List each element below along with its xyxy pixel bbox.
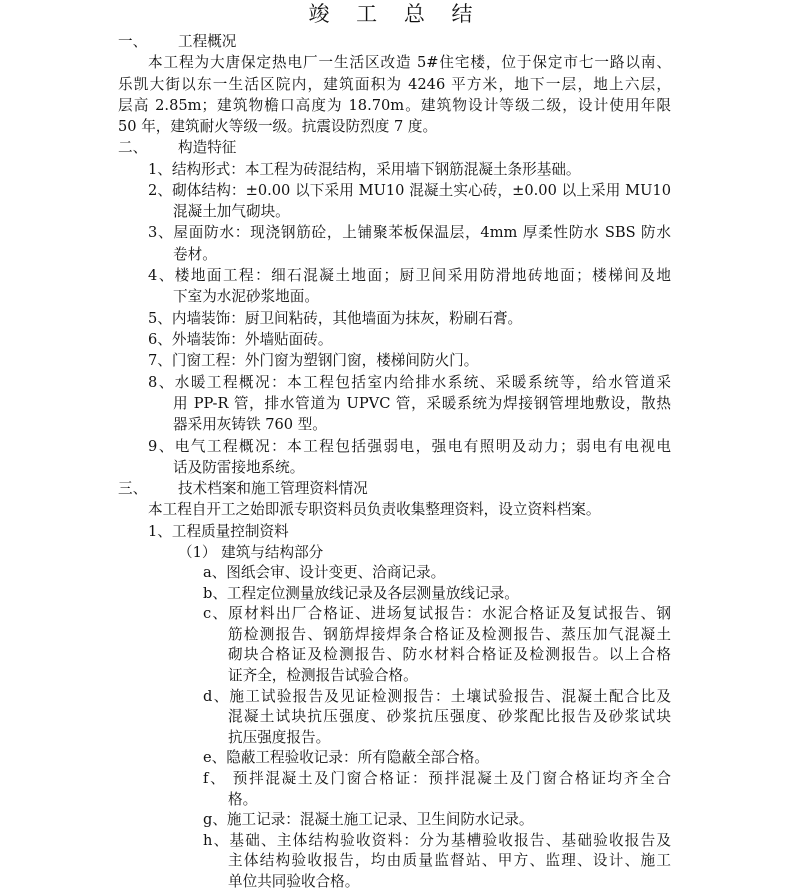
list-item: b、工程定位测量放线记录及各层测量放线记录。 xyxy=(203,585,519,602)
list-item: 4、楼地面工程：细石混凝土地面；厨卫间采用防滑地砖地面；楼梯间及地 xyxy=(148,267,671,284)
list-item: 1、结构形式：本工程为砖混结构，采用墙下钢筋混凝土条形基础。 xyxy=(148,161,581,178)
list-item: d、施工试验报告及见证检测报告：土壤试验报告、混凝土配合比及 xyxy=(203,688,671,705)
list-item: 9、电气工程概况：本工程包括强弱电，强电有照明及动力；弱电有电视电 xyxy=(148,438,671,455)
list-item: 7、门窗工程：外门窗为塑钢门窗，楼梯间防火门。 xyxy=(148,352,479,369)
list-item: 混凝土加气砌块。 xyxy=(173,203,290,220)
list-item: h、基础、主体结构验收资料：分为基槽验收报告、基础验收报告及 xyxy=(203,832,671,849)
subsection-heading: （1） 建筑与结构部分 xyxy=(178,544,324,561)
list-item: 抗压强度报告。 xyxy=(228,729,331,746)
paragraph-line: 层高 2.85m；建筑物檐口高度为 18.70m。建筑物设计等级二级，设计使用年限 xyxy=(118,97,671,114)
paragraph-line: 乐凯大街以东一生活区院内，建筑面积为 4246 平方米，地下一层，地上六层， xyxy=(118,76,671,93)
list-item: 格。 xyxy=(228,791,258,808)
paragraph-line: 50 年，建筑耐火等级一级。抗震设防烈度 7 度。 xyxy=(118,118,438,135)
list-item: 器采用灰铸铁 760 型。 xyxy=(173,416,327,433)
list-item: 5、内墙装饰：厨卫间粘砖，其他墙面为抹灰，粉刷石膏。 xyxy=(148,310,523,327)
section-2-number: 二、 xyxy=(118,139,148,156)
subsection-heading: 1、工程质量控制资料 xyxy=(148,523,289,540)
list-item: 单位共同验收合格。 xyxy=(228,873,360,890)
list-item: 话及防雷接地系统。 xyxy=(173,459,305,476)
list-item: c、原材料出厂合格证、进场复试报告：水泥合格证及复试报告、钢 xyxy=(203,605,671,622)
list-item: 混凝土试块抗压强度、砂浆抗压强度、砂浆配比报告及砂浆试块 xyxy=(228,708,671,725)
section-1-heading xyxy=(118,32,236,52)
section-2-title: 构造特征 xyxy=(178,139,237,156)
list-item: g、施工记录：混凝土施工记录、卫生间防水记录。 xyxy=(203,811,534,828)
section-3-number: 三、 xyxy=(118,480,148,497)
list-item: 用 PP-R 管，排水管道为 UPVC 管，采暖系统为焊接钢管埋地敷设，散热 xyxy=(173,395,671,412)
list-item: e、隐蔽工程验收记录：所有隐蔽全部合格。 xyxy=(203,749,489,766)
list-item: 主体结构验收报告，均由质量监督站、甲方、监理、设计、施工 xyxy=(228,852,671,869)
list-item: 证齐全，检测报告试验合格。 xyxy=(228,667,418,684)
list-item: 下室为水泥砂浆地面。 xyxy=(173,288,319,305)
section-3-heading xyxy=(118,479,368,499)
list-item: 2、砌体结构：±0.00 以下采用 MU10 混凝土实心砖，±0.00 以上采用 MU10 xyxy=(148,182,671,199)
list-item: f、 预拌混凝土及门窗合格证：预拌混凝土及门窗合格证均齐全合 xyxy=(203,770,671,787)
section-1-number: 一、 xyxy=(118,33,148,50)
list-item: 6、外墙装饰：外墙贴面砖。 xyxy=(148,331,333,348)
document-title: 竣 工 总 结 xyxy=(308,2,483,26)
paragraph-line: 本工程为大唐保定热电厂一生活区改造 5#住宅楼，位于保定市七一路以南、 xyxy=(148,54,671,71)
list-item: 砌块合格证及检测报告、防水材料合格证及检测报告。以上合格 xyxy=(228,646,671,663)
list-item: a、图纸会审、设计变更、洽商记录。 xyxy=(203,564,446,581)
list-item: 筋检测报告、钢筋焊接焊条合格证及检测报告、蒸压加气混凝土 xyxy=(228,626,671,643)
list-item: 卷材。 xyxy=(173,246,217,263)
list-item: 3、屋面防水：现浇钢筋砼，上铺聚苯板保温层，4mm 厚柔性防水 SBS 防水 xyxy=(148,224,671,241)
section-2-heading xyxy=(118,138,236,158)
section-3-title: 技术档案和施工管理资料情况 xyxy=(178,480,368,497)
section-1-title: 工程概况 xyxy=(178,33,237,50)
paragraph-line: 本工程自开工之始即派专职资料员负责收集整理资料，设立资料档案。 xyxy=(148,501,601,518)
list-item: 8、水暖工程概况：本工程包括室内给排水系统、采暖系统等，给水管道采 xyxy=(148,374,671,391)
